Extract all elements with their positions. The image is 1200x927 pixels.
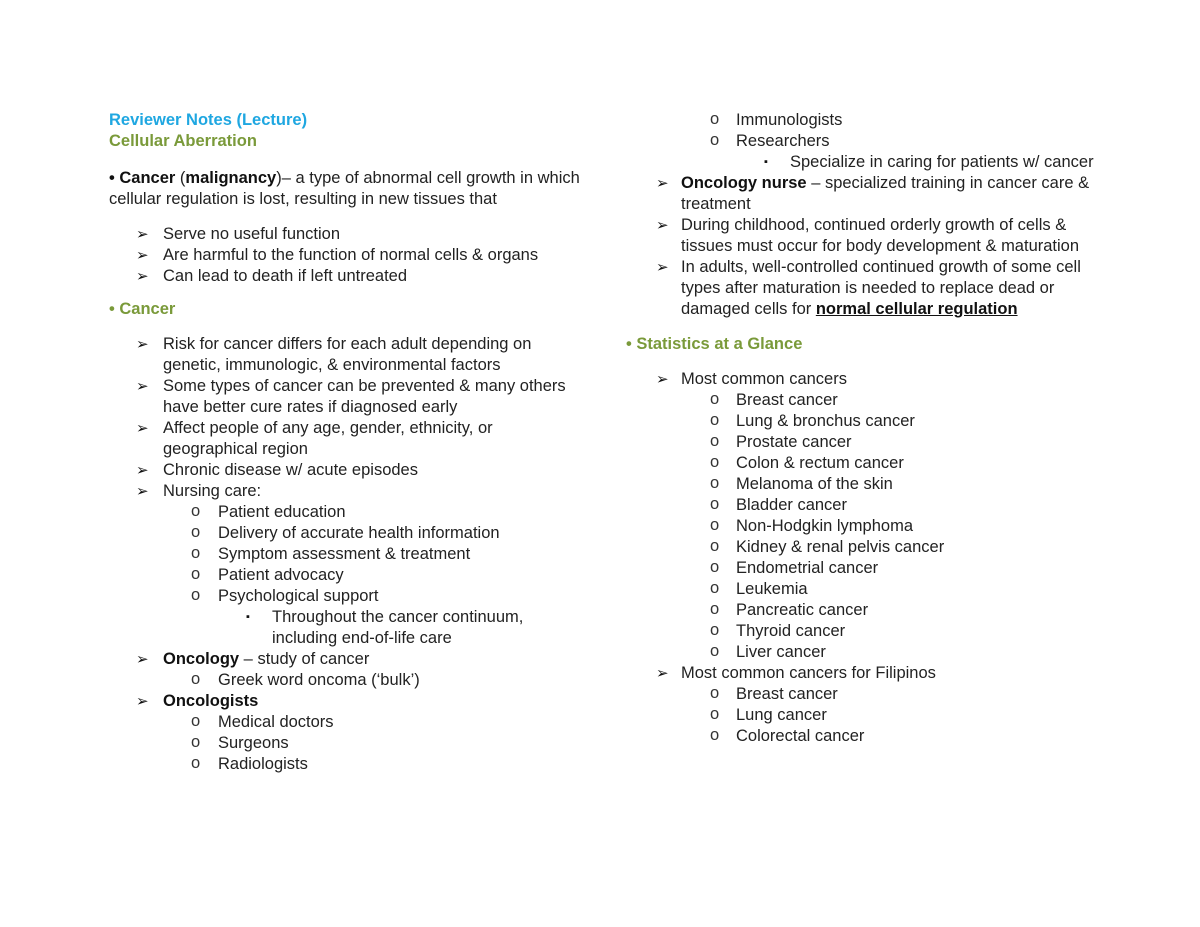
oncologists-list — [109, 712, 589, 775]
cancer-definition — [109, 168, 589, 210]
list-item — [109, 754, 589, 775]
page-subtitle: Cellular Aberration — [109, 132, 257, 150]
list-item-text: Are harmful to the function of normal cells & organs — [163, 246, 539, 264]
definition-text: )– a type of abnormal cell growth in which cellular regulation is lost, resulting in new tissues that — [109, 169, 580, 208]
circle-bullet: o — [710, 411, 720, 429]
list-item — [109, 712, 589, 733]
cancer-list — [109, 334, 589, 502]
arrow-bullet: ➢ — [136, 336, 149, 353]
circle-bullet: o — [710, 579, 720, 597]
list-item — [626, 131, 1106, 152]
section-heading-statistics — [626, 334, 1106, 355]
list-item — [626, 390, 1106, 411]
arrow-bullet: ➢ — [136, 378, 149, 395]
circle-bullet: o — [710, 600, 720, 618]
arrow-bullet: ➢ — [656, 665, 669, 682]
page-title: Reviewer Notes (Lecture) — [109, 111, 308, 129]
oncology-definition: – study of cancer — [239, 650, 370, 668]
right-column — [626, 110, 1106, 747]
list-item — [109, 502, 589, 523]
list-item-text: Serve no useful function — [163, 225, 341, 243]
circle-bullet: o — [710, 558, 720, 576]
circle-bullet: o — [710, 131, 720, 149]
nurse-definition: – specialized training in cancer care & treatment — [681, 174, 1090, 213]
circle-bullet: o — [191, 523, 201, 541]
list-item-oncology — [109, 649, 589, 670]
list-item — [109, 586, 589, 607]
list-item-text: Nursing care: — [163, 482, 262, 500]
filipino-cancers-list — [626, 684, 1106, 747]
circle-bullet: o — [191, 544, 201, 562]
list-item — [109, 418, 589, 460]
list-item-text: Breast cancer — [736, 391, 838, 409]
list-item-text: Specialize in caring for patients w/ cancer — [790, 153, 1094, 171]
arrow-bullet: ➢ — [136, 693, 149, 710]
list-item-oncologists — [109, 691, 589, 712]
list-item-text: Patient education — [218, 503, 346, 521]
circle-bullet: o — [710, 390, 720, 408]
list-item — [109, 670, 589, 691]
circle-bullet: o — [710, 516, 720, 534]
list-item-text: Leukemia — [736, 580, 808, 598]
list-item — [626, 558, 1106, 579]
list-item — [626, 579, 1106, 600]
list-item — [626, 411, 1106, 432]
bullet-dot: • — [109, 169, 115, 187]
circle-bullet: o — [710, 453, 720, 471]
list-item-text: Most common cancers — [681, 370, 847, 388]
list-item-text: Liver cancer — [736, 643, 826, 661]
arrow-bullet: ➢ — [136, 268, 149, 285]
list-item — [109, 565, 589, 586]
list-item-text: Symptom assessment & treatment — [218, 545, 471, 563]
list-item — [109, 481, 589, 502]
circle-bullet: o — [191, 586, 201, 604]
list-item — [626, 110, 1106, 131]
circle-bullet: o — [710, 684, 720, 702]
oncologists-list-continued — [626, 110, 1106, 152]
list-item — [626, 621, 1106, 642]
common-cancers-list — [626, 390, 1106, 663]
list-item-text: Can lead to death if left untreated — [163, 267, 408, 285]
heading-bullet: • — [626, 335, 632, 353]
circle-bullet: o — [191, 502, 201, 520]
left-column — [109, 110, 589, 775]
list-item-oncology-nurse — [626, 173, 1106, 215]
list-item — [626, 726, 1106, 747]
list-item-text: Greek word oncoma (‘bulk’) — [218, 671, 420, 689]
list-item — [626, 432, 1106, 453]
list-item-most-common — [626, 369, 1106, 390]
list-item-text: Prostate cancer — [736, 433, 852, 451]
term-malignancy: malignancy — [185, 169, 277, 187]
list-item — [626, 537, 1106, 558]
circle-bullet: o — [710, 537, 720, 555]
square-bullet: ▪ — [764, 156, 768, 168]
term-cancer: Cancer — [119, 169, 176, 187]
list-item-text: Medical doctors — [218, 713, 334, 731]
list-item — [626, 684, 1106, 705]
list-item — [626, 474, 1106, 495]
list-item-text: During childhood, continued orderly growth of cells & tissues must occur for body development & maturation — [681, 216, 1080, 255]
list-item — [109, 376, 589, 418]
list-item — [626, 642, 1106, 663]
circle-bullet: o — [191, 712, 201, 730]
arrow-bullet: ➢ — [136, 226, 149, 243]
list-item-text: Endometrial cancer — [736, 559, 879, 577]
arrow-bullet: ➢ — [136, 483, 149, 500]
list-item — [109, 544, 589, 565]
list-item-text: Lung cancer — [736, 706, 827, 724]
circle-bullet: o — [710, 726, 720, 744]
list-item — [626, 152, 1106, 173]
list-item — [626, 495, 1106, 516]
circle-bullet: o — [710, 642, 720, 660]
circle-bullet: o — [191, 670, 201, 688]
circle-bullet: o — [710, 474, 720, 492]
arrow-bullet: ➢ — [136, 247, 149, 264]
list-item — [109, 607, 589, 649]
circle-bullet: o — [191, 754, 201, 772]
list-item — [109, 460, 589, 481]
list-item — [626, 453, 1106, 474]
list-item-adults — [626, 257, 1106, 320]
list-item-text: In adults, well-controlled continued growth of some cell types after maturation is needed to replace dead or damaged cells for — [681, 258, 1081, 318]
term-oncology: Oncology — [163, 650, 240, 668]
list-item-text: Psychological support — [218, 587, 379, 605]
arrow-bullet: ➢ — [136, 420, 149, 437]
circle-bullet: o — [710, 621, 720, 639]
list-item — [109, 523, 589, 544]
list-item-text: Breast cancer — [736, 685, 838, 703]
circle-bullet: o — [710, 432, 720, 450]
list-item-text: Researchers — [736, 132, 830, 150]
list-item-text: Melanoma of the skin — [736, 475, 893, 493]
square-bullet: ▪ — [246, 611, 250, 623]
term-oncology-nurse: Oncology nurse — [681, 174, 807, 192]
heading-label: Cancer — [119, 300, 176, 318]
list-item-text: Immunologists — [736, 111, 843, 129]
list-item — [626, 705, 1106, 726]
circle-bullet: o — [191, 565, 201, 583]
list-item-text: Most common cancers for Filipinos — [681, 664, 936, 682]
list-item-text: Surgeons — [218, 734, 289, 752]
term-oncologists: Oncologists — [163, 692, 259, 710]
list-item — [109, 266, 589, 287]
heading-label: Statistics at a Glance — [636, 335, 803, 353]
circle-bullet: o — [191, 733, 201, 751]
arrow-bullet: ➢ — [656, 259, 669, 276]
arrow-bullet: ➢ — [656, 217, 669, 234]
circle-bullet: o — [710, 110, 720, 128]
list-item-childhood — [626, 215, 1106, 257]
underlined-term: normal cellular regulation — [815, 300, 1018, 318]
nursing-care-list — [109, 502, 589, 607]
list-item — [626, 516, 1106, 537]
list-item-text: Chronic disease w/ acute episodes — [163, 461, 418, 479]
list-item — [109, 224, 589, 245]
list-item-text: Radiologists — [218, 755, 308, 773]
list-item-text: Patient advocacy — [218, 566, 344, 584]
list-item — [626, 600, 1106, 621]
list-item-text: Colon & rectum cancer — [736, 454, 904, 472]
intro-list — [109, 224, 589, 287]
list-item-text: Some types of cancer can be prevented & many others have better cure rates if diagnosed early — [163, 377, 566, 416]
arrow-bullet: ➢ — [136, 462, 149, 479]
list-item-text: Thyroid cancer — [736, 622, 846, 640]
list-item-text: Kidney & renal pelvis cancer — [736, 538, 945, 556]
list-item — [109, 733, 589, 754]
list-item-text: Bladder cancer — [736, 496, 847, 514]
list-item — [109, 245, 589, 266]
paren-open: ( — [175, 169, 186, 187]
arrow-bullet: ➢ — [136, 651, 149, 668]
heading-bullet: • — [109, 300, 115, 318]
list-item-text: Pancreatic cancer — [736, 601, 869, 619]
list-item-text: Throughout the cancer continuum, including end-of-life care — [272, 608, 524, 647]
list-item-text: Colorectal cancer — [736, 727, 865, 745]
circle-bullet: o — [710, 705, 720, 723]
list-item — [109, 334, 589, 376]
section-heading-cancer — [109, 299, 589, 320]
list-item-filipinos — [626, 663, 1106, 684]
list-item-text: Delivery of accurate health information — [218, 524, 500, 542]
arrow-bullet: ➢ — [656, 175, 669, 192]
circle-bullet: o — [710, 495, 720, 513]
arrow-bullet: ➢ — [656, 371, 669, 388]
list-item-text: Non-Hodgkin lymphoma — [736, 517, 913, 535]
list-item-text: Affect people of any age, gender, ethnicity, or geographical region — [163, 419, 493, 458]
list-item-text: Risk for cancer differs for each adult depending on genetic, immunologic, & environmental factors — [163, 335, 532, 374]
list-item-text: Lung & bronchus cancer — [736, 412, 915, 430]
